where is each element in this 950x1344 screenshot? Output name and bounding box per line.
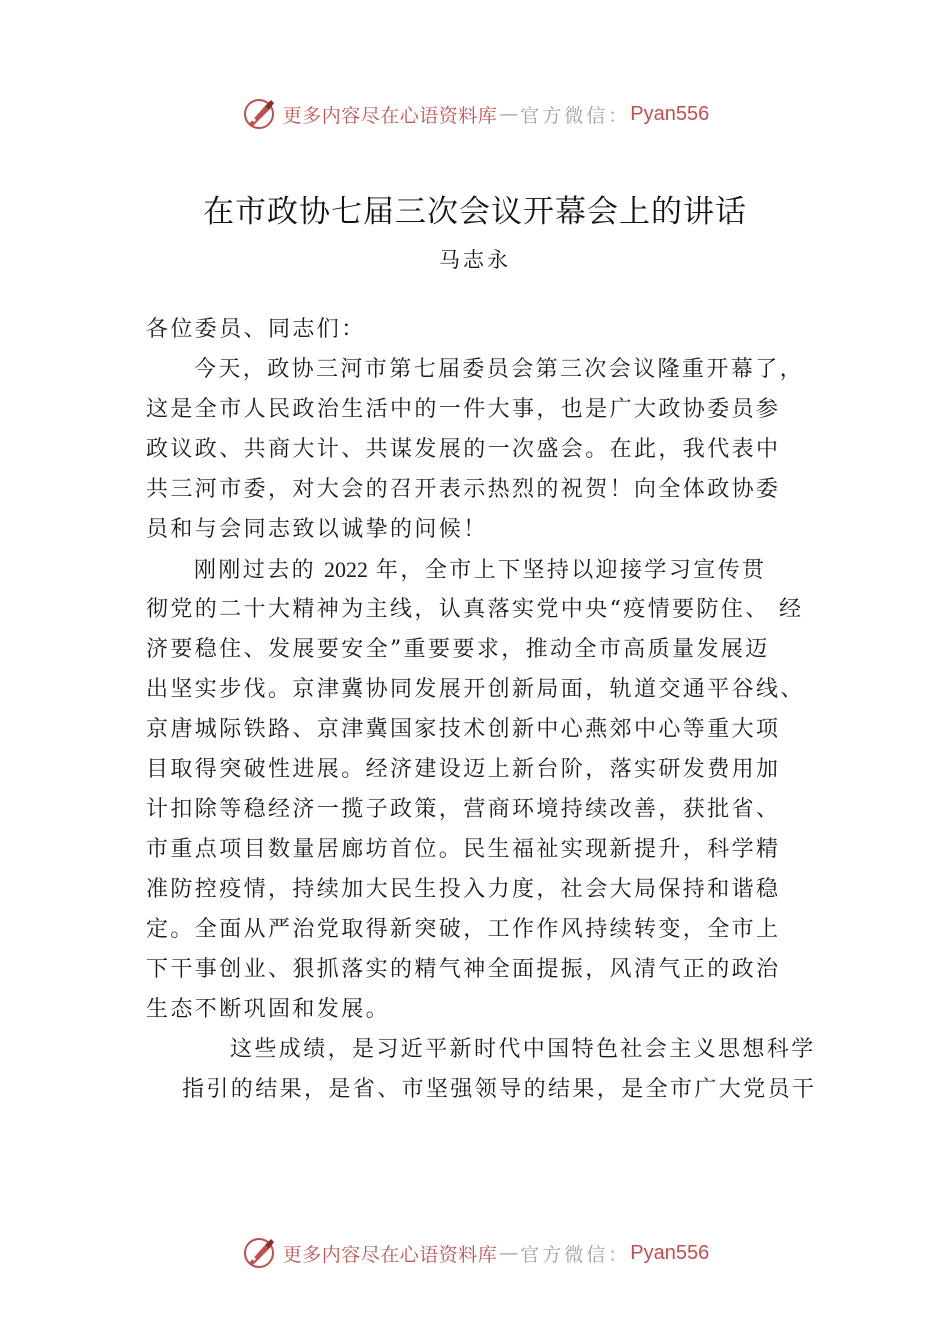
fountain-pen-logo-icon — [241, 1235, 277, 1271]
text-line: 生态不断巩固和发展。 — [146, 997, 391, 1022]
watermark-dash: — — [499, 1242, 519, 1264]
text-segment: 年，全市上下坚持以迎接学习宣传贯 — [376, 558, 767, 583]
watermark-wechat-id: Pyan556 — [630, 102, 710, 125]
footer-watermark — [0, 1233, 950, 1273]
text-line: 济要稳住、发展要安全”重要要求，推动全市高质量发展迈 — [146, 637, 770, 662]
text-segment: 刚刚过去的 — [194, 558, 317, 583]
header-watermark — [0, 94, 950, 134]
document-title: 在市政协七届三次会议开幕会上的讲话 — [203, 194, 747, 230]
document-body — [146, 310, 826, 1110]
text-line: 出坚实步伐。京津冀协同发展开创新局面，轨道交通平谷线、 — [146, 677, 805, 702]
watermark-wechat-label: 官方微信： — [520, 104, 631, 127]
watermark-promo-text: 更多内容尽在心语资料库 — [282, 104, 498, 127]
text-line: 政议政、共商大计、共谋发展的一次盛会。在此，我代表中 — [146, 437, 781, 462]
watermark-wechat-id: Pyan556 — [630, 1241, 710, 1264]
text-line: 今天，政协三河市第七届委员会第三次会议隆重开幕了， — [194, 357, 805, 382]
watermark-promo-text: 更多内容尽在心语资料库 — [282, 1243, 498, 1266]
text-line: 下干事创业、狠抓落实的精气神全面提振，风清气正的政治 — [146, 957, 781, 982]
year-number: 2022 — [324, 557, 369, 582]
salutation: 各位委员、同志们： — [146, 317, 366, 342]
text-line — [146, 550, 826, 590]
text-line: 彻党的二十大精神为主线，认真落实党中央“疫情要防住、 经 — [146, 597, 804, 622]
watermark-wechat-label: 官方微信： — [520, 1243, 631, 1266]
text-line: 市重点项目数量居廊坊首位。民生福祉实现新提升，科学精 — [146, 837, 781, 862]
text-line: 目取得突破性进展。经济建设迈上新台阶，落实研发费用加 — [146, 757, 781, 782]
paragraph-3 — [146, 1030, 826, 1110]
text-line: 准防控疫情，持续加大民生投入力度，社会大局保持和谐稳 — [146, 877, 781, 902]
text-line: 共三河市委，对大会的召开表示热烈的祝贺！向全体政协委 — [146, 477, 781, 502]
watermark-dash: — — [499, 103, 519, 125]
text-line: 计扣除等稳经济一揽子政策，营商环境持续改善，获批省、 — [146, 797, 781, 822]
text-line: 员和与会同志致以诚挚的问候！ — [146, 517, 488, 542]
document-author: 马志永 — [439, 248, 511, 272]
paragraph-1 — [146, 350, 826, 550]
text-line: 这些成绩，是习近平新时代中国特色社会主义思想科学 — [230, 1037, 816, 1062]
text-line: 京唐城际铁路、京津冀国家技术创新中心燕郊中心等重大项 — [146, 717, 781, 742]
text-line: 指引的结果，是省、市坚强领导的结果，是全市广大党员干 — [182, 1077, 817, 1102]
text-line: 定。全面从严治党取得新突破，工作作风持续转变，全市上 — [146, 917, 781, 942]
text-line: 这是全市人民政治生活中的一件大事，也是广大政协委员参 — [146, 397, 781, 422]
fountain-pen-logo-icon — [241, 96, 277, 132]
paragraph-2 — [146, 550, 826, 1030]
